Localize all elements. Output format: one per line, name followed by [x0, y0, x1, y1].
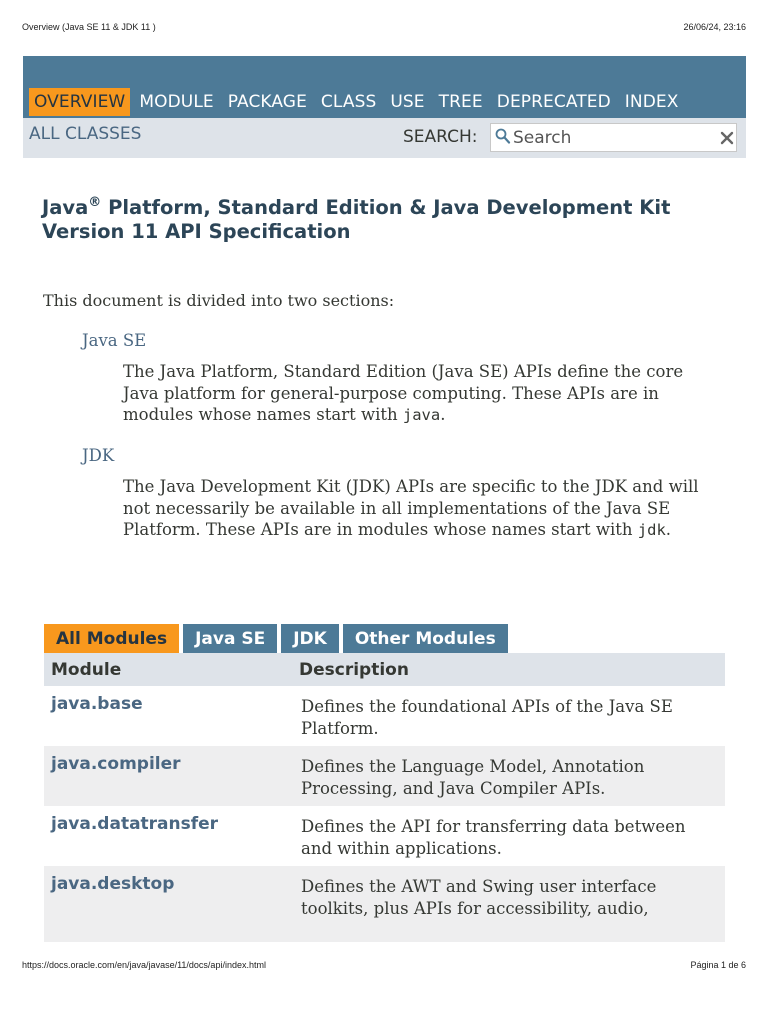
intro-text: This document is divided into two sections: — [43, 291, 395, 310]
print-footer-page: Página 1 de 6 — [690, 960, 746, 970]
jdk-code: jdk — [637, 521, 666, 539]
module-link-java-compiler[interactable]: java.compiler — [51, 754, 181, 774]
nav-package[interactable]: PACKAGE — [227, 92, 307, 112]
table-row — [44, 746, 725, 806]
table-header — [44, 653, 725, 686]
module-description: Defines the foundational APIs of the Java SE Platform. — [301, 697, 673, 738]
table-row — [44, 806, 725, 866]
table-row — [44, 686, 725, 746]
sub-navbar — [23, 118, 746, 158]
page-title — [42, 196, 732, 244]
print-header-datetime: 26/06/24, 23:16 — [683, 22, 746, 32]
section-desc-jdk — [123, 476, 713, 542]
java-se-code: java — [402, 406, 441, 424]
search-input[interactable] — [513, 126, 713, 150]
module-description: Defines the API for transferring data between and within applications. — [301, 817, 686, 858]
print-header-title: Overview (Java SE 11 & JDK 11 ) — [22, 22, 156, 32]
modules-table — [44, 653, 725, 942]
module-link-java-desktop[interactable]: java.desktop — [51, 874, 175, 894]
jdk-desc-end: . — [665, 520, 672, 539]
section-term-jdk[interactable]: JDK — [82, 446, 115, 465]
registered-mark: ® — [88, 195, 102, 210]
nav-overview[interactable]: OVERVIEW — [29, 88, 130, 116]
nav-tree[interactable]: TREE — [438, 92, 483, 112]
table-row — [44, 866, 725, 926]
module-description: Defines the AWT and Swing user interface toolkits, plus APIs for accessibility, audio, — [301, 877, 657, 918]
jdk-desc-text: The Java Development Kit (JDK) APIs are specific to the JDK and will not necessarily be available in all implementations of the Java SE Platform. These APIs are in modules whose names start with — [123, 477, 699, 539]
header-description: Description — [299, 660, 409, 680]
tab-all-modules[interactable]: All Modules — [44, 624, 179, 654]
table-bottom-fill — [44, 926, 725, 942]
tab-other-modules[interactable]: Other Modules — [343, 624, 508, 654]
java-se-desc-text: The Java Platform, Standard Edition (Java SE) APIs define the core Java platform for general-purpose computing. These APIs are in modules whose names start with — [123, 362, 684, 424]
all-classes-link[interactable]: ALL CLASSES — [29, 124, 142, 144]
search-box[interactable] — [490, 123, 737, 152]
nav-class[interactable]: CLASS — [320, 92, 377, 112]
reset-search-icon[interactable] — [720, 131, 734, 145]
section-desc-java-se — [123, 361, 713, 427]
nav-list — [29, 88, 688, 116]
tab-jdk[interactable]: JDK — [281, 624, 339, 654]
header-module: Module — [51, 660, 122, 680]
module-tabs — [44, 624, 512, 654]
section-term-java-se[interactable]: Java SE — [82, 331, 147, 350]
nav-use[interactable]: USE — [390, 92, 425, 112]
print-footer — [22, 960, 746, 974]
module-link-java-datatransfer[interactable]: java.datatransfer — [51, 814, 219, 834]
tab-java-se[interactable]: Java SE — [183, 624, 277, 654]
search-label: SEARCH: — [403, 127, 478, 147]
nav-index[interactable]: INDEX — [624, 92, 679, 112]
title-java: Java — [42, 196, 89, 219]
print-header — [22, 22, 746, 36]
java-se-desc-end: . — [440, 405, 446, 424]
search-icon — [494, 127, 512, 147]
title-rest: Platform, Standard Edition & Java Development Kit Version 11 API Specification — [42, 196, 671, 243]
nav-deprecated[interactable]: DEPRECATED — [496, 92, 611, 112]
top-navbar — [23, 56, 746, 118]
module-link-java-base[interactable]: java.base — [51, 694, 143, 714]
nav-module[interactable]: MODULE — [139, 92, 214, 112]
module-description: Defines the Language Model, Annotation Processing, and Java Compiler APIs. — [301, 757, 645, 798]
print-footer-url: https://docs.oracle.com/en/java/javase/11/docs/api/index.html — [22, 960, 266, 970]
